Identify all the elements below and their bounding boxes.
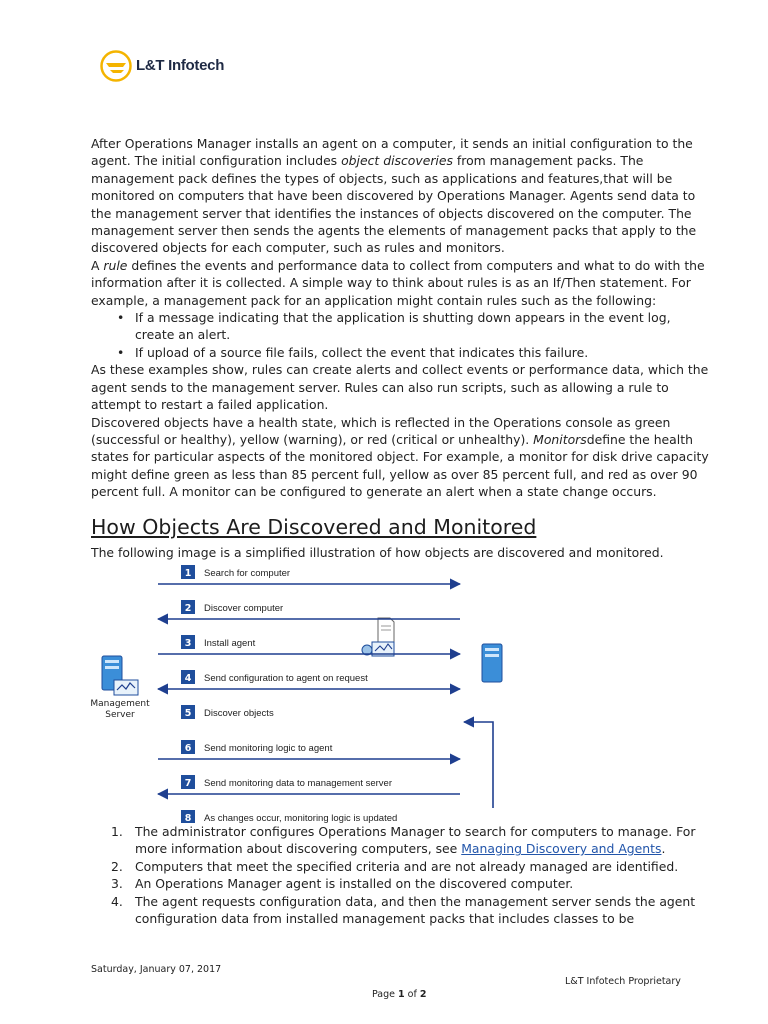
list-item: • If a message indicating that the application is shutting down appears in the event log, create an alert. <box>135 309 711 344</box>
server-label-line2: Server <box>105 710 135 720</box>
step-label-6: Send monitoring logic to agent <box>204 743 333 754</box>
paragraph-initial-configuration: After Operations Manager installs an agent on a computer, it sends an initial configuration to the agent. The initial configuration includes object discoveries from management packs. The management pack defines the types of objects, such as applications and features,that will be monitored on computers that have been discovered by Operations Manager. Agents send data to the management server that identifies the instances of objects discovered on the computer. The management server then sends the agents the elements of management packs that apply to the discovered objects for each computer, such as rules and monitors. <box>91 136 697 256</box>
step-number-4: 4 <box>184 673 192 684</box>
management-pack-icon <box>362 618 394 656</box>
list-item: 4. The agent requests configuration data, and then the management server sends the agent configuration data from installed management packs that includes classes to be <box>111 893 696 927</box>
step-number-7: 7 <box>184 778 192 789</box>
company-logo <box>100 50 230 84</box>
step-number-1: 1 <box>184 568 192 579</box>
discover-objects-loop-arrow <box>464 722 493 808</box>
lt-logo-icon <box>100 50 132 82</box>
footer-page-number: Page 1 of 2 <box>372 989 427 1000</box>
step-label-3: Install agent <box>204 638 256 649</box>
managing-discovery-link[interactable]: Managing Discovery and Agents <box>461 841 662 857</box>
paragraph-rules-examples: As these examples show, rules can create alerts and collect events or performance data, which the agent sends to the management server. Rules can also run scripts, such as allowing a rule to attempt to restart a failed application. <box>91 362 709 413</box>
section-heading: How Objects Are Discovered and Monitored <box>91 515 537 539</box>
body-text <box>91 135 711 501</box>
footer-proprietary: L&T Infotech Proprietary <box>565 976 681 987</box>
step-label-1: Search for computer <box>204 568 291 579</box>
step-label-4: Send configuration to agent on request <box>204 673 368 684</box>
list-item: • If upload of a source file fails, collect the event that indicates this failure. <box>135 344 711 361</box>
step-label-2: Discover computer <box>204 603 284 614</box>
step-number-2: 2 <box>184 603 192 614</box>
diagram-intro-text: The following image is a simplified illustration of how objects are discovered and monitored. <box>91 545 664 560</box>
logo-text: L&T Infotech <box>136 57 225 74</box>
rule-examples-list <box>91 309 711 361</box>
step-number-6: 6 <box>184 743 192 754</box>
list-item: 3. An Operations Manager agent is installed on the discovered computer. <box>111 876 574 892</box>
paragraph-rule: A rule defines the events and performance data to collect from computers and what to do with the information after it is collected. A simple way to think about rules is as an If/Then statement. For example, a management pack for an application might contain rules such as the following: <box>91 257 705 308</box>
paragraph-health-state: Discovered objects have a health state, which is reflected in the Operations console as green (successful or healthy), yellow (warning), or red (critical or unhealthy). Monitorsdefine the health states for particular aspects of the monitored object. For example, a monitor for disk drive capacity might define green as less than 85 percent full, yellow as over 85 percent full, and red as over 90 percent full. A monitor can be configured to generate an alert when a state change occurs. <box>91 414 709 500</box>
steps-list <box>91 823 711 927</box>
step-label-7: Send monitoring data to management server <box>204 778 392 789</box>
list-item: 2. Computers that meet the specified criteria and are not already managed are identified. <box>111 858 679 874</box>
step-label-5: Discover objects <box>204 708 274 719</box>
step-label-8: As changes occur, monitoring logic is updated <box>204 813 398 823</box>
discovery-diagram <box>80 558 530 823</box>
agent-computer-icon <box>482 644 502 682</box>
list-item: 1. The administrator configures Operations Manager to search for computers to manage. For more information about discovering computers, see Managing Discovery and Agents. <box>111 824 696 857</box>
step-number-5: 5 <box>184 708 192 719</box>
management-server-icon <box>102 656 138 695</box>
server-label-line1: Management <box>90 699 150 709</box>
step-number-8: 8 <box>184 813 192 823</box>
footer-date: Saturday, January 07, 2017 <box>91 964 222 975</box>
step-number-3: 3 <box>184 638 192 649</box>
